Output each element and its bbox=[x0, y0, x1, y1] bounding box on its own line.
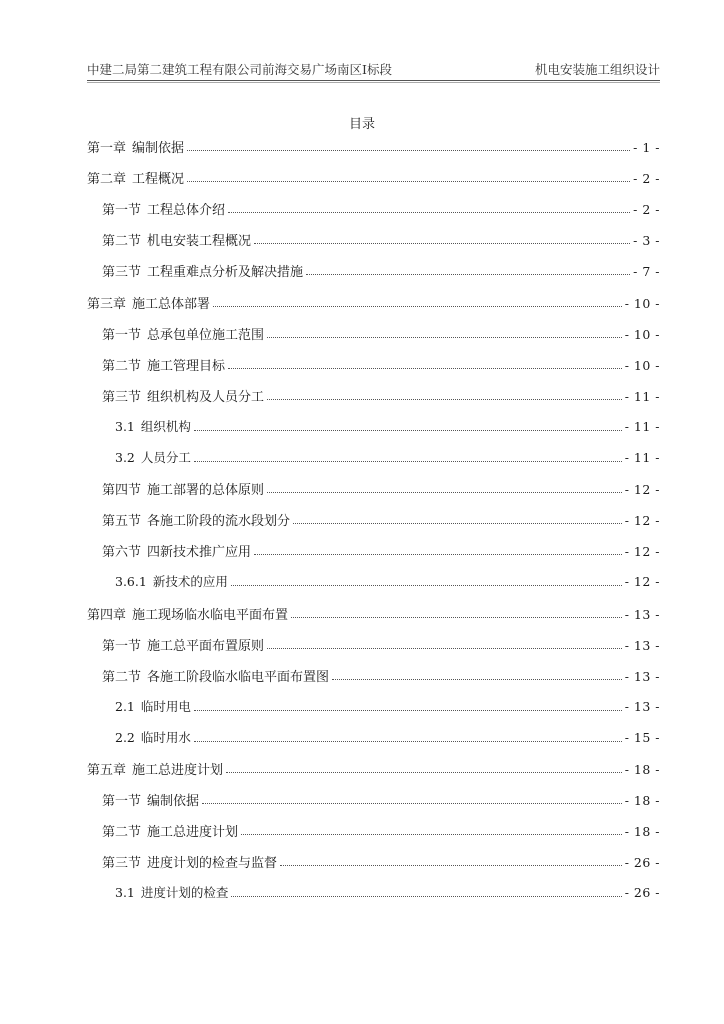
toc-entry-page: - 18 - bbox=[624, 824, 660, 840]
toc-entry-title: 施工总体部署 bbox=[132, 296, 211, 312]
toc-dot-leader bbox=[231, 885, 621, 897]
toc-dot-leader bbox=[194, 419, 622, 431]
toc-entry-title: 施工总进度计划 bbox=[147, 825, 239, 841]
toc-entry-title: 施工部署的总体原则 bbox=[147, 483, 265, 499]
toc-entry-page: - 13 - bbox=[624, 698, 660, 714]
page-header bbox=[87, 60, 660, 80]
toc-entry[interactable] bbox=[87, 230, 660, 248]
toc-entry-number: 3.1 bbox=[115, 418, 135, 434]
toc-entry-title: 工程重难点分析及解决措施 bbox=[147, 265, 304, 281]
toc-entry-number: 2.2 bbox=[115, 729, 135, 745]
header-right-text: 机电安装施工组织设计 bbox=[534, 62, 660, 77]
toc-entry[interactable] bbox=[87, 728, 660, 746]
toc-entry-title: 临时用电 bbox=[140, 698, 191, 714]
toc-entry-number: 第三节 bbox=[102, 389, 142, 405]
header-rule bbox=[87, 80, 660, 83]
toc-entry-page: - 18 - bbox=[624, 762, 660, 777]
toc-entry[interactable] bbox=[87, 666, 660, 684]
toc-entry[interactable] bbox=[87, 448, 660, 466]
toc-entry-number: 第二节 bbox=[102, 825, 142, 841]
toc-dot-leader bbox=[228, 201, 630, 213]
toc-entry[interactable] bbox=[87, 759, 660, 777]
toc-entry-title: 施工总平面布置原则 bbox=[147, 638, 265, 654]
toc-entry-number: 3.2 bbox=[115, 450, 135, 465]
toc-dot-leader bbox=[293, 512, 622, 524]
toc-entry-number: 3.1 bbox=[115, 885, 135, 901]
toc-entry-number: 第五节 bbox=[102, 514, 142, 530]
toc-entry[interactable] bbox=[87, 821, 660, 839]
toc-entry-title: 组织机构 bbox=[140, 418, 191, 434]
toc-dot-leader bbox=[306, 263, 630, 275]
toc-dot-leader bbox=[267, 481, 622, 493]
toc-entry-title: 施工总进度计划 bbox=[132, 763, 224, 778]
toc-dot-leader bbox=[226, 761, 622, 773]
toc-entry-page: - 26 - bbox=[624, 855, 660, 871]
toc-entry-page: - 10 - bbox=[624, 357, 660, 373]
toc-entry-title: 新技术的应用 bbox=[152, 574, 228, 590]
toc-entry-title: 编制依据 bbox=[132, 141, 185, 156]
toc-entry[interactable] bbox=[87, 883, 660, 901]
toc-entry-page: - 11 - bbox=[624, 388, 660, 404]
toc-dot-leader bbox=[194, 699, 622, 711]
toc-entry[interactable] bbox=[87, 386, 660, 404]
toc-entry-title: 进度计划的检查与监督 bbox=[147, 856, 278, 872]
toc-dot-leader bbox=[194, 730, 622, 742]
toc-entry-number: 第五章 bbox=[87, 763, 127, 778]
toc-entry-title: 各施工阶段临水临电平面布置图 bbox=[147, 669, 330, 685]
toc-entry-page: - 13 - bbox=[624, 606, 660, 622]
toc-entry-number: 第三节 bbox=[102, 265, 142, 281]
toc-dot-leader bbox=[280, 854, 622, 866]
toc-entry[interactable] bbox=[87, 261, 660, 279]
toc-entry-title: 工程总体介绍 bbox=[147, 203, 226, 219]
toc-entry-number: 第二节 bbox=[102, 234, 142, 250]
toc-entry-page: - 2 - bbox=[633, 171, 660, 187]
toc-entry-title: 四新技术推广应用 bbox=[147, 545, 252, 561]
toc-entry[interactable] bbox=[87, 510, 660, 528]
toc-entry-page: - 12 - bbox=[624, 513, 660, 529]
toc-dot-leader bbox=[267, 637, 622, 649]
toc-entry[interactable] bbox=[87, 604, 660, 622]
toc-entry[interactable] bbox=[87, 790, 660, 808]
toc-entry-title: 组织机构及人员分工 bbox=[147, 389, 265, 405]
toc-entry[interactable] bbox=[87, 697, 660, 715]
toc-entry[interactable] bbox=[87, 479, 660, 497]
toc-entry[interactable] bbox=[87, 199, 660, 217]
toc-entry[interactable] bbox=[87, 293, 660, 311]
toc-entry-page: - 13 - bbox=[624, 637, 660, 653]
toc-dot-leader bbox=[332, 668, 622, 680]
toc-entry-number: 第二章 bbox=[87, 172, 127, 188]
toc-entry-title: 工程概况 bbox=[132, 172, 185, 188]
toc-entry-number: 第三节 bbox=[102, 856, 142, 872]
toc-entry[interactable] bbox=[87, 168, 660, 186]
toc-dot-leader bbox=[254, 543, 622, 555]
toc-entry-title: 机电安装工程概况 bbox=[147, 234, 252, 250]
toc-entry-number: 第二节 bbox=[102, 358, 142, 374]
toc-entry-page: - 2 - bbox=[633, 202, 660, 218]
toc-entry[interactable] bbox=[87, 417, 660, 435]
toc-dot-leader bbox=[267, 388, 622, 400]
toc-entry-number: 第三章 bbox=[87, 296, 127, 312]
toc-entry[interactable] bbox=[87, 541, 660, 559]
toc-entry-title: 进度计划的检查 bbox=[140, 885, 229, 901]
toc-dot-leader bbox=[291, 606, 622, 618]
toc-entry-page: - 7 - bbox=[633, 264, 660, 280]
toc-dot-leader bbox=[213, 295, 622, 307]
toc-entry-title: 临时用水 bbox=[140, 729, 191, 745]
toc-entry-page: - 12 - bbox=[624, 574, 660, 590]
toc-entry-page: - 12 - bbox=[624, 544, 660, 560]
toc-entry-number: 第二节 bbox=[102, 669, 142, 685]
toc-entry-number: 3.6.1 bbox=[115, 574, 147, 590]
toc-dot-leader bbox=[228, 357, 622, 369]
toc-entry-page: - 10 - bbox=[624, 326, 660, 342]
toc-entry-number: 第六节 bbox=[102, 545, 142, 561]
toc-entry-page: - 1 - bbox=[633, 140, 660, 155]
toc-entry-number: 第四节 bbox=[102, 483, 142, 499]
toc-entry-page: - 13 - bbox=[624, 668, 660, 684]
toc-entry-page: - 11 - bbox=[624, 450, 660, 465]
toc-entry-number: 第一章 bbox=[87, 141, 127, 156]
toc-dot-leader bbox=[194, 450, 622, 462]
toc-entry-number: 第四章 bbox=[87, 607, 127, 623]
toc-dot-leader bbox=[241, 823, 622, 835]
toc-entry-number: 第一节 bbox=[102, 794, 142, 810]
toc-entry-page: - 15 - bbox=[624, 729, 660, 745]
toc-entry-page: - 26 - bbox=[624, 885, 660, 901]
toc-entry[interactable] bbox=[87, 572, 660, 590]
toc-entry-page: - 11 - bbox=[624, 418, 660, 434]
toc-entry-page: - 3 - bbox=[633, 233, 660, 249]
toc-entry[interactable] bbox=[87, 324, 660, 342]
toc-entry-title: 编制依据 bbox=[147, 794, 200, 810]
header-left-text: 中建二局第二建筑工程有限公司前海交易广场南区Ⅰ标段 bbox=[87, 62, 392, 77]
toc-entry[interactable] bbox=[87, 355, 660, 373]
toc-entry-title: 施工现场临水临电平面布置 bbox=[132, 607, 289, 623]
toc-dot-leader bbox=[202, 792, 622, 804]
toc-dot-leader bbox=[231, 574, 622, 586]
toc-entry-title: 施工管理目标 bbox=[147, 358, 226, 374]
toc-entry-page: - 10 - bbox=[624, 295, 660, 311]
toc-entry-number: 第一节 bbox=[102, 203, 142, 219]
toc-dot-leader bbox=[254, 232, 630, 244]
toc-entry[interactable] bbox=[87, 635, 660, 653]
toc-dot-leader bbox=[267, 326, 622, 338]
toc-dot-leader bbox=[187, 139, 630, 151]
toc-entry-title: 人员分工 bbox=[140, 450, 191, 465]
toc-dot-leader bbox=[187, 170, 630, 182]
toc-entry-number: 第一节 bbox=[102, 327, 142, 343]
toc-entry-number: 2.1 bbox=[115, 698, 135, 714]
toc-entry-page: - 12 - bbox=[624, 482, 660, 498]
toc-entry[interactable] bbox=[87, 137, 660, 155]
toc-entry-title: 各施工阶段的流水段划分 bbox=[147, 514, 291, 530]
toc-entry-page: - 18 - bbox=[624, 793, 660, 809]
toc-title: 目录 bbox=[348, 117, 375, 132]
toc-entry-number: 第一节 bbox=[102, 638, 142, 654]
toc-entry-title: 总承包单位施工范围 bbox=[147, 327, 265, 343]
toc-entry[interactable] bbox=[87, 852, 660, 870]
